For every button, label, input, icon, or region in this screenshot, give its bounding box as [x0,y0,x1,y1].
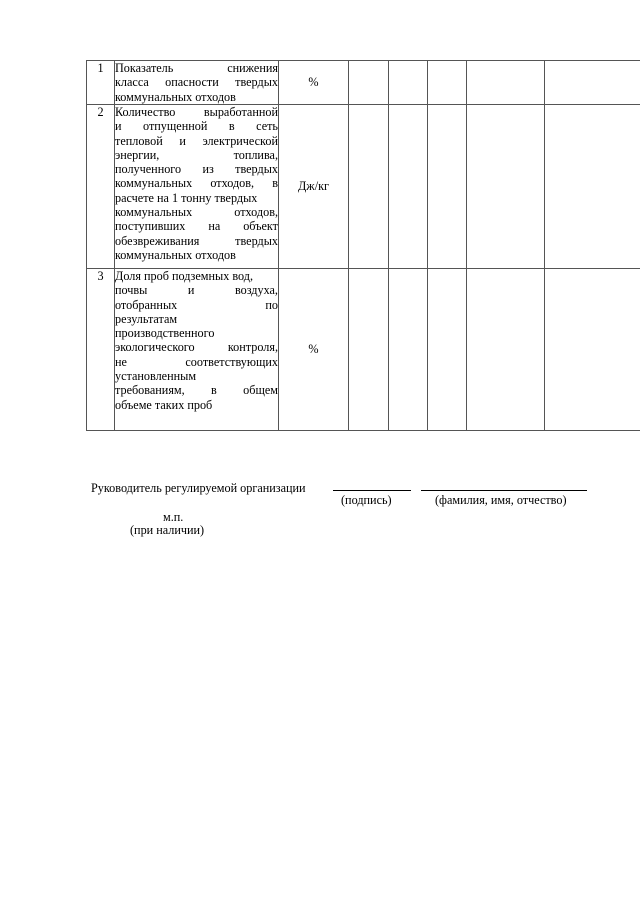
indicator-word: полученного [115,162,182,177]
value-cell [349,61,389,105]
indicator-word: коммунальных [115,205,193,220]
indicator-word: воздуха, [234,283,278,298]
indicator-name-line [115,162,278,176]
indicator-word: почвы [115,283,148,298]
indicator-word: обезвреживания [115,233,200,248]
indicator-word: установленным [115,369,197,384]
indicator-name-line [115,369,278,383]
stamp-label: м.п. [163,510,184,524]
indicator-name [115,61,279,105]
indicator-word: Показатель [115,61,174,75]
indicator-name-line [115,355,278,369]
indicator-word: и [187,283,195,298]
value-cell [349,105,389,269]
indicators-table [86,60,640,431]
table-row [87,269,640,431]
indicator-word: отходов, [210,176,255,191]
indicator-name-line [115,298,278,312]
indicator-name-line [115,176,278,190]
indicator-word: экологического [115,340,195,355]
indicator-name-line [115,248,278,262]
table-row [87,61,640,105]
name-line [421,490,587,491]
unit-cell: % [279,61,349,105]
indicator-word: отобранных [115,297,178,312]
indicator-name-line [115,383,278,397]
indicator-word: поступивших [115,219,186,234]
indicator-word: результатам [115,311,178,326]
value-cell [545,269,640,431]
indicator-word: не [115,354,127,369]
indicator-word: класса [115,75,149,90]
indicator-word: коммунальных [115,176,193,191]
indicator-word: Количество [115,105,176,119]
indicator-word: твердых [235,162,278,177]
value-cell [545,61,640,105]
indicator-name-line [115,119,278,133]
indicator-name-line [115,312,278,326]
indicator-name-line [115,191,278,205]
indicator-word: и [179,133,186,148]
indicator-name-line [115,326,278,340]
signature-line [333,490,411,491]
value-cell [467,61,545,105]
indicator-word: опасности [165,75,219,90]
indicator-word: тепловой [115,133,163,148]
indicator-name-line [115,61,278,75]
indicator-name-line [115,269,278,283]
indicator-word: снижения [227,61,278,75]
indicator-name [115,269,279,431]
indicator-word: и [115,119,122,134]
indicator-word: в [272,176,278,191]
indicator-name-line [115,283,278,297]
value-cell [349,269,389,431]
indicator-word: производственного [115,326,215,341]
indicator-word: электрической [202,133,278,148]
indicator-word: объект [243,219,278,234]
value-cell [389,61,428,105]
indicator-word: контроля, [227,340,278,355]
row-number: 2 [87,105,115,269]
unit-cell: % [279,269,349,431]
value-cell [428,61,467,105]
indicator-word: сеть [256,119,278,134]
indicator-name [115,105,279,269]
indicator-word: объеме таких проб [115,397,213,412]
leader-label: Руководитель регулируемой организации [91,481,306,495]
indicator-word: соответствующих [185,354,278,369]
indicator-word: на [208,219,221,234]
indicator-name-line [115,90,278,104]
indicator-word: топлива, [233,147,278,162]
row-number: 3 [87,269,115,431]
indicator-word: из [202,162,214,177]
indicator-word: расчете на 1 тонну твердых [115,190,258,205]
indicator-name-line [115,75,278,89]
indicator-name-line [115,219,278,233]
indicator-word: по [265,297,278,312]
indicator-word: отходов, [234,205,278,220]
indicator-word: в [228,119,235,134]
indicator-word: коммунальных отходов [115,247,236,262]
indicators-table-body [87,61,640,431]
table-row [87,105,640,269]
indicator-word: твердых [235,75,278,90]
indicator-word: твердых [235,233,278,248]
value-cell [467,105,545,269]
signature-caption: (подпись) [341,493,392,507]
indicator-name-line [115,398,278,412]
indicator-word: в [211,383,217,398]
row-number: 1 [87,61,115,105]
indicator-word: коммунальных отходов [115,89,236,104]
name-caption: (фамилия, имя, отчество) [435,493,567,507]
value-cell [428,105,467,269]
indicator-name-line [115,105,278,119]
value-cell [467,269,545,431]
indicator-name-line [115,205,278,219]
indicator-word: Доля проб подземных вод, [115,269,254,283]
indicator-name-line [115,148,278,162]
indicator-name-line [115,234,278,248]
stamp-note: (при наличии) [130,523,205,537]
indicator-word: энергии, [115,147,160,162]
value-cell [389,269,428,431]
value-cell [389,105,428,269]
indicator-word: отпущенной [143,119,208,134]
indicator-word: требованиям, [115,383,185,398]
indicator-word: общем [243,383,278,398]
value-cell [428,269,467,431]
indicator-name-line [115,134,278,148]
indicator-word: выработанной [203,105,278,119]
indicator-name-line [115,340,278,354]
unit-cell: Дж/кг [279,105,349,269]
value-cell [545,105,640,269]
